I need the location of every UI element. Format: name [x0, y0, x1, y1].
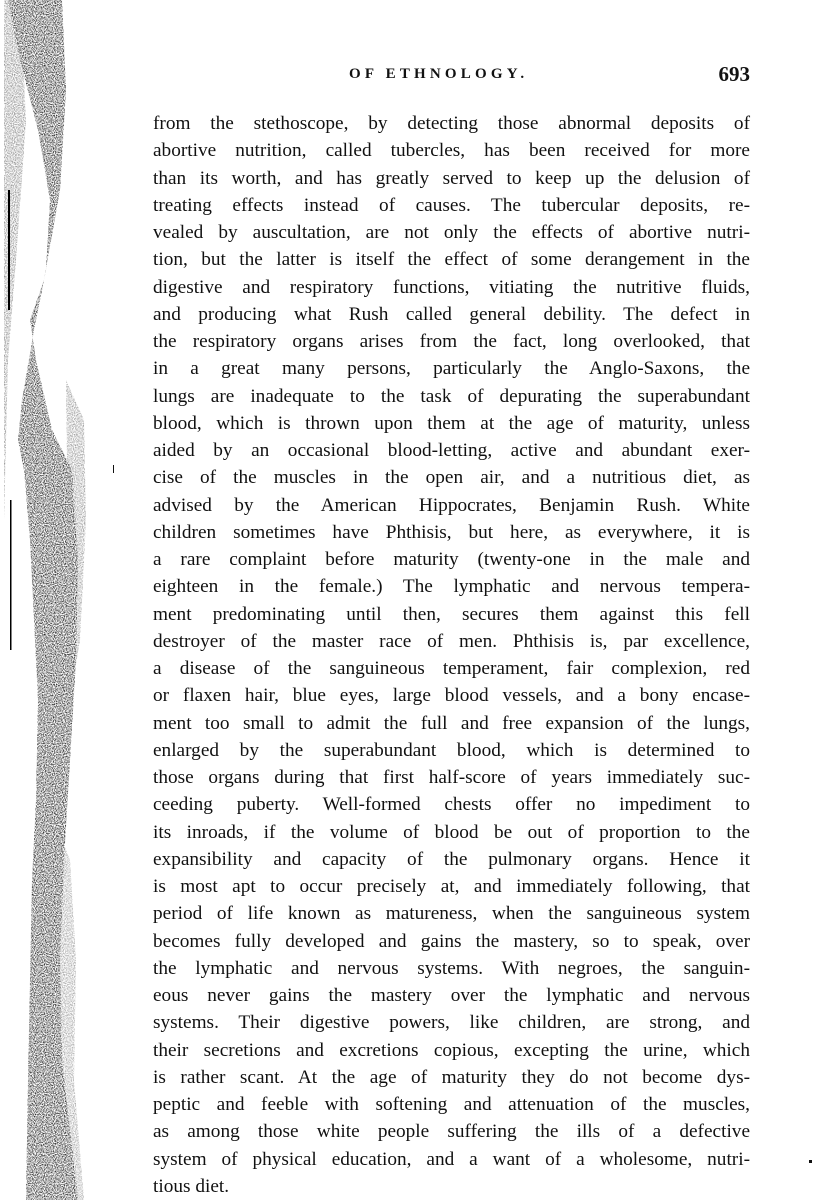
- scan-speck: [113, 465, 114, 473]
- running-head: [153, 62, 750, 90]
- text-line: vealed by auscultation, are not only the effects of abortive nutri-: [153, 222, 750, 243]
- text-line-last: tious diet.: [153, 1175, 230, 1197]
- page-number: 693: [718, 62, 750, 86]
- scan-speck: [809, 1160, 812, 1163]
- text-line: children sometimes have Phthisis, but here, as everywhere, it is: [153, 521, 750, 543]
- text-line: than its worth, and has greatly served to keep up the delusion of: [153, 167, 750, 189]
- text-line: in a great many persons, particularly the Anglo-Saxons, the: [153, 358, 750, 380]
- text-line: period of life known as matureness, when the sanguineous system: [153, 903, 750, 925]
- text-line: or flaxen hair, blue eyes, large blood vessels, and a bony encase-: [153, 685, 750, 707]
- text-line: from the stethoscope, by detecting those abnormal deposits of: [153, 113, 750, 134]
- text-line: becomes fully developed and gains the mastery, so to speak, over: [153, 930, 750, 952]
- text-line: and producing what Rush called general debility. The defect in: [153, 303, 750, 325]
- running-title: OF ETHNOLOGY.: [349, 66, 529, 82]
- binding-shadow: [0, 0, 90, 1200]
- text-line: its inroads, if the volume of blood be out of proportion to the: [153, 821, 750, 843]
- text-line: aided by an occasional blood-letting, active and abundant exer-: [153, 440, 750, 461]
- text-line: expansibility and capacity of the pulmonary organs. Hence it: [153, 848, 750, 870]
- body-text: [153, 110, 750, 1200]
- text-line: ment predominating until then, secures them against this fell: [153, 603, 750, 625]
- text-line: eighteen in the female.) The lymphatic and nervous tempera-: [153, 576, 750, 598]
- text-line: destroyer of the master race of men. Phthisis is, par excellence,: [153, 630, 750, 652]
- text-line: advised by the American Hippocrates, Benjamin Rush. White: [153, 494, 750, 516]
- text-line: as among those white people suffering the ills of a defective: [153, 1121, 750, 1143]
- text-line: ment too small to admit the full and free expansion of the lungs,: [153, 712, 750, 734]
- text-line: systems. Their digestive powers, like children, are strong, and: [153, 1012, 750, 1034]
- text-line: a disease of the sanguineous temperament, fair complexion, red: [153, 658, 750, 679]
- text-line: treating effects instead of causes. The tubercular deposits, re-: [153, 194, 750, 216]
- text-line: is most apt to occur precisely at, and immediately following, that: [153, 876, 750, 897]
- text-line: cise of the muscles in the open air, and a nutritious diet, as: [153, 467, 750, 489]
- text-line: system of physical education, and a want of a wholesome, nutri-: [153, 1148, 750, 1170]
- text-line: lungs are inadequate to the task of depurating the superabundant: [153, 385, 750, 407]
- text-line: enlarged by the superabundant blood, which is determined to: [153, 739, 750, 761]
- text-line: abortive nutrition, called tubercles, has been received for more: [153, 140, 750, 162]
- text-line: those organs during that first half-score of years immediately suc-: [153, 767, 750, 788]
- text-line: eous never gains the mastery over the lymphatic and nervous: [153, 985, 750, 1006]
- text-line: the respiratory organs arises from the fact, long overlooked, that: [153, 331, 750, 352]
- text-line: digestive and respiratory functions, vitiating the nutritive fluids,: [153, 276, 750, 298]
- text-line: peptic and feeble with softening and attenuation of the muscles,: [153, 1094, 750, 1115]
- text-line: blood, which is thrown upon them at the age of maturity, unless: [153, 412, 750, 434]
- text-line: a rare complaint before maturity (twenty-one in the male and: [153, 549, 750, 570]
- text-line: tion, but the latter is itself the effect of some derangement in the: [153, 249, 750, 271]
- text-line: is rather scant. At the age of maturity they do not become dys-: [153, 1066, 750, 1088]
- text-line: the lymphatic and nervous systems. With negroes, the sanguin-: [153, 957, 750, 979]
- text-line: their secretions and excretions copious, excepting the urine, which: [153, 1039, 750, 1061]
- text-line: ceeding puberty. Well-formed chests offer no impediment to: [153, 794, 750, 816]
